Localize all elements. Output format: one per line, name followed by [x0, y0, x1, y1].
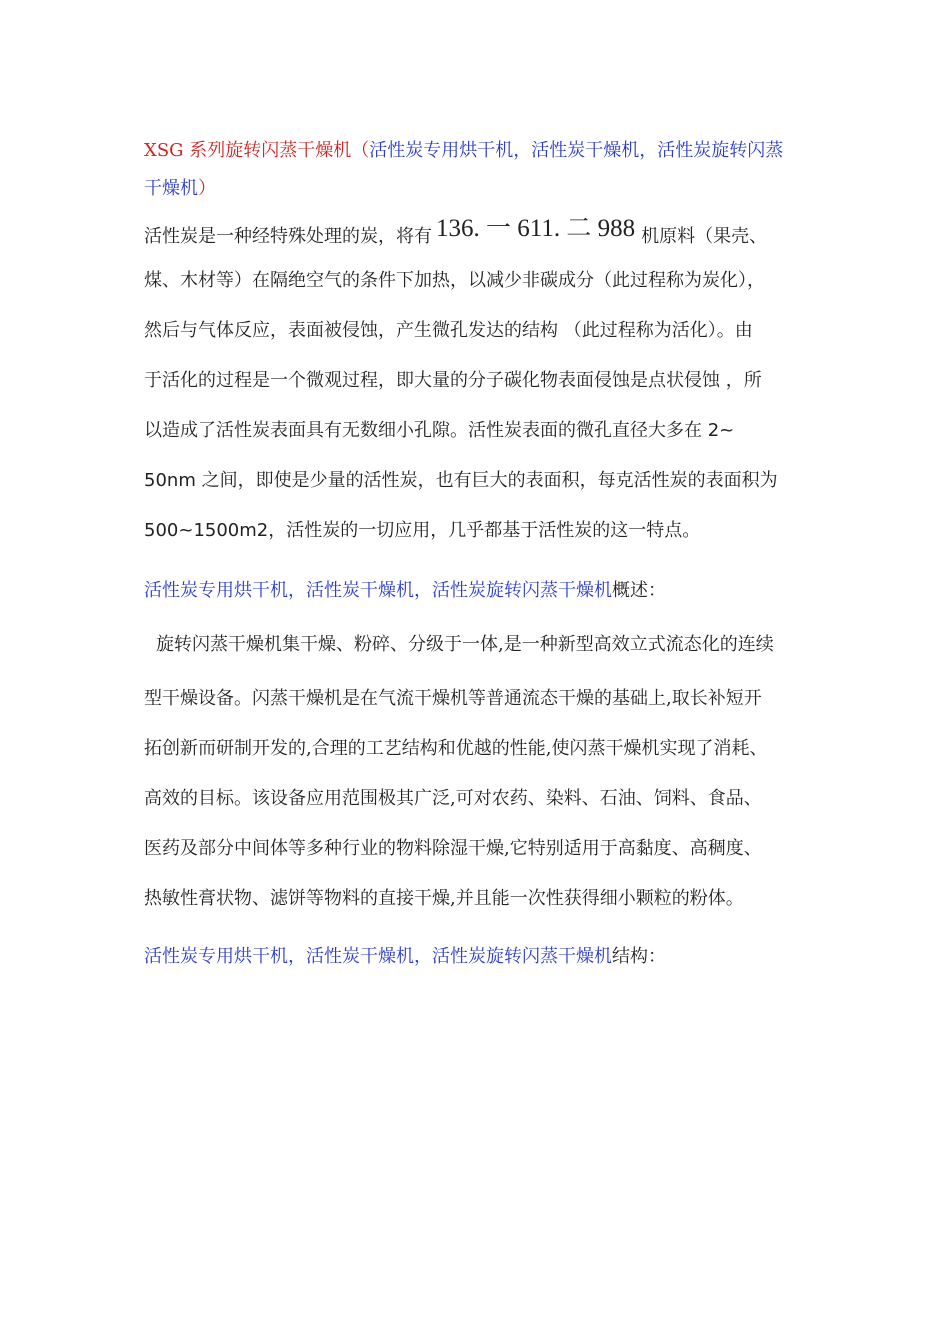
overview-heading-blue: 活性炭专用烘干机，活性炭干燥机，活性炭旋转闪蒸干燥机: [144, 580, 612, 601]
intro-line-6: 50nm 之间，即使是少量的活性炭，也有巨大的表面积，每克活性炭的表面积为: [144, 470, 778, 491]
document-title-cont: [144, 174, 216, 200]
intro-text-pre: 活性炭是一种经特殊处理的炭，将有: [144, 226, 432, 247]
intro-line-7: 500~1500m2，活性炭的一切应用，几乎都基于活性炭的这一特点。: [144, 520, 701, 541]
overview-heading: [144, 576, 666, 602]
intro-line-2: 煤、木材等）在隔绝空气的条件下加热，以减少非碳成分（此过程称为炭化），: [144, 270, 765, 291]
overview-line-3: 拓创新而研制开发的,合理的工艺结构和优越的性能,使闪蒸干燥机实现了消耗、: [144, 738, 768, 759]
title-part-3: 干燥机: [144, 178, 198, 199]
phone-number: 136. 一 611. 二 988: [436, 215, 636, 242]
overview-line-4: 高效的目标。该设备应用范围极其广泛,可对农药、染料、石油、饲料、食品、: [144, 788, 762, 809]
structure-heading: [144, 942, 666, 968]
intro-text-post: 机原料（果壳、: [641, 226, 768, 247]
overview-line-2: 型干燥设备。闪蒸干燥机是在气流干燥机等普通流态干燥的基础上,取长补短开: [144, 688, 762, 709]
overview-line-5: 医药及部分中间体等多种行业的物料除湿干燥,它特别适用于高黏度、高稠度、: [144, 838, 762, 859]
structure-heading-blue: 活性炭专用烘干机，活性炭干燥机，活性炭旋转闪蒸干燥机: [144, 946, 612, 967]
title-part-2: 活性炭专用烘干机，活性炭干燥机，活性炭旋转闪蒸: [369, 140, 784, 161]
structure-heading-suffix: 结构：: [612, 946, 666, 967]
title-part-4: ）: [198, 178, 216, 199]
intro-line-4: 于活化的过程是一个微观过程，即大量的分子碳化物表面侵蚀是点状侵蚀 ，所: [144, 370, 762, 391]
intro-line-3: 然后与气体反应，表面被侵蚀，产生微孔发达的结构 （此过程称为活化）。由: [144, 320, 753, 341]
intro-line-1: [144, 214, 767, 250]
document-title: [144, 136, 783, 162]
overview-line-1: 旋转闪蒸干燥机集干燥、粉碎、分级于一体,是一种新型高效立式流态化的连续: [156, 634, 774, 655]
intro-line-5: 以造成了活性炭表面具有无数细小孔隙。活性炭表面的微孔直径大多在 2~: [144, 420, 735, 441]
overview-heading-suffix: 概述：: [612, 580, 666, 601]
overview-line-6: 热敏性膏状物、滤饼等物料的直接干燥,并且能一次性获得细小颗粒的粉体。: [144, 888, 744, 909]
title-part-1: XSG 系列旋转闪蒸干燥机（: [144, 140, 370, 161]
